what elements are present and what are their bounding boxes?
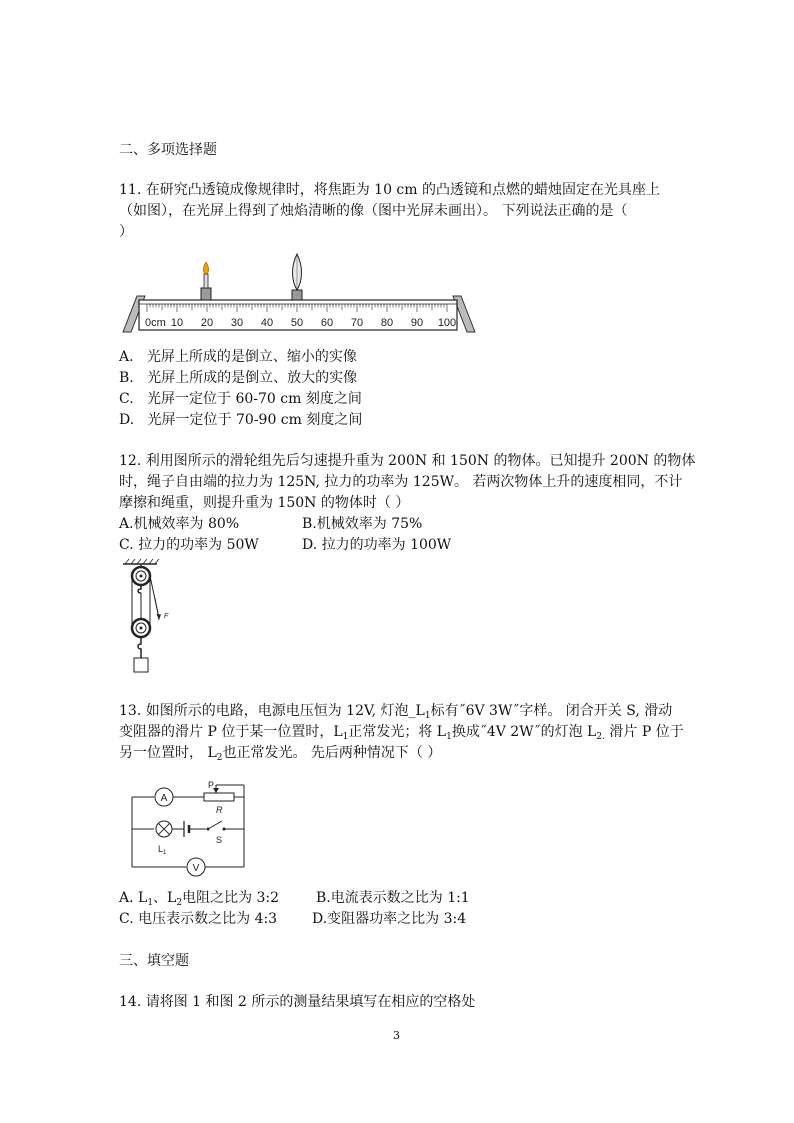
q13-option-a: A. $L_1$、$L_2$电阻之比为 3:2 (119, 890, 280, 908)
bench-tick-label: 100 (437, 317, 457, 329)
svg-text:L1: $L_1$ (158, 844, 167, 856)
q12-line-3: 摩擦和绳重，则提升重为 150N 的物体时（ ） (119, 495, 410, 511)
q11-option-c: C. 光屏一定位于 60-70 cm 刻度之间 (119, 391, 362, 407)
circuit-diagram-figure (124, 777, 254, 877)
bench-tick-label: 20 (200, 317, 214, 329)
lamp-l1 (156, 821, 172, 837)
q13-line-3: 另一位置时， $L_2$也正常发光。 先后两种情况下（ ） (119, 745, 442, 763)
q13-option-c: C. 电压表示数之比为 4:3 (119, 911, 278, 927)
optical-bench-figure (119, 250, 479, 340)
q13-line-1: 13. 如图所示的电路，电源电压恒为 12V, 灯泡$\_L_1$标有˝6V 3W˝字样。 闭合开关 S, 滑动 (119, 703, 673, 721)
q11-option-a: A. 光屏上所成的是倒立、缩小的实像 (119, 349, 357, 365)
load-block (134, 658, 148, 672)
svg-text:R: R (216, 805, 223, 815)
q12-option-d: D. 拉力的功率为 100W (302, 537, 452, 553)
q13-option-d: D.变阻器功率之比为 3:4 (312, 911, 467, 927)
bench-tick-label: 50 (290, 317, 304, 329)
svg-text:S: S (216, 835, 223, 845)
q12-option-b: B.机械效率为 75% (302, 516, 423, 532)
q11-line-2: （如图），在光屏上得到了烛焰清晰的像（图中光屏未画出）。 下列说法正确的是（ (119, 203, 628, 219)
svg-text:V: V (192, 863, 200, 874)
bench-tick-label: 10 (170, 317, 184, 329)
q11-line-3: ） (119, 224, 133, 240)
convex-lens (292, 254, 302, 300)
bench-tick-label: 30 (230, 317, 244, 329)
svg-text:A: A (160, 793, 168, 804)
rheostat (204, 793, 234, 801)
q11-option-b: B. 光屏上所成的是倒立、放大的实像 (119, 370, 358, 386)
force-label: F (164, 613, 169, 620)
candle (201, 262, 211, 300)
bench-tick-label: 70 (350, 317, 364, 329)
bench-tick-label: 40 (260, 317, 274, 329)
q13-option-b: B.电流表示数之比为 1:1 (316, 890, 470, 906)
pulley-system-figure (115, 558, 185, 680)
q12-option-c: C. 拉力的功率为 50W (119, 537, 259, 553)
q12-option-a: A.机械效率为 80% (119, 516, 240, 532)
section-title-fill-in: 三、填空题 (119, 953, 189, 969)
q13-line-2: 变阻器的滑片 P 位于某一位置时，$L_1$正常发光；将 $L_1$换成˝4V 2W˝的灯泡 $L_{2.}$ 滑片 P 位于 (119, 724, 684, 742)
bench-tick-label: 90 (410, 317, 424, 329)
q12-line-2: 时，绳子自由端的拉力为 125N, 拉力的功率为 125W。 若两次物体上升的速度相同，不计 (119, 474, 683, 490)
page-number: 3 (393, 1029, 400, 1042)
q11-option-d: D. 光屏一定位于 70-90 cm 刻度之间 (119, 412, 363, 428)
bench-tick-label: 80 (380, 317, 394, 329)
switch-s (208, 821, 222, 829)
bench-tick-label: 60 (320, 317, 334, 329)
q14-text: 14. 请将图 1 和图 2 所示的测量结果填写在相应的空格处 (119, 994, 476, 1010)
q11-line-1: 11. 在研究凸透镜成像规律时，将焦距为 10 cm 的凸透镜和点燃的蜡烛固定在光具座上 (119, 182, 660, 198)
bench-tick-label: 0cm (145, 317, 166, 329)
section-title-multiple-choice: 二、多项选择题 (119, 142, 217, 158)
q12-line-1: 12. 利用图所示的滑轮组先后匀速提升重为 200N 和 150N 的物体。已知提升 200N 的物体 (119, 453, 696, 469)
svg-text:P: P (208, 780, 215, 790)
